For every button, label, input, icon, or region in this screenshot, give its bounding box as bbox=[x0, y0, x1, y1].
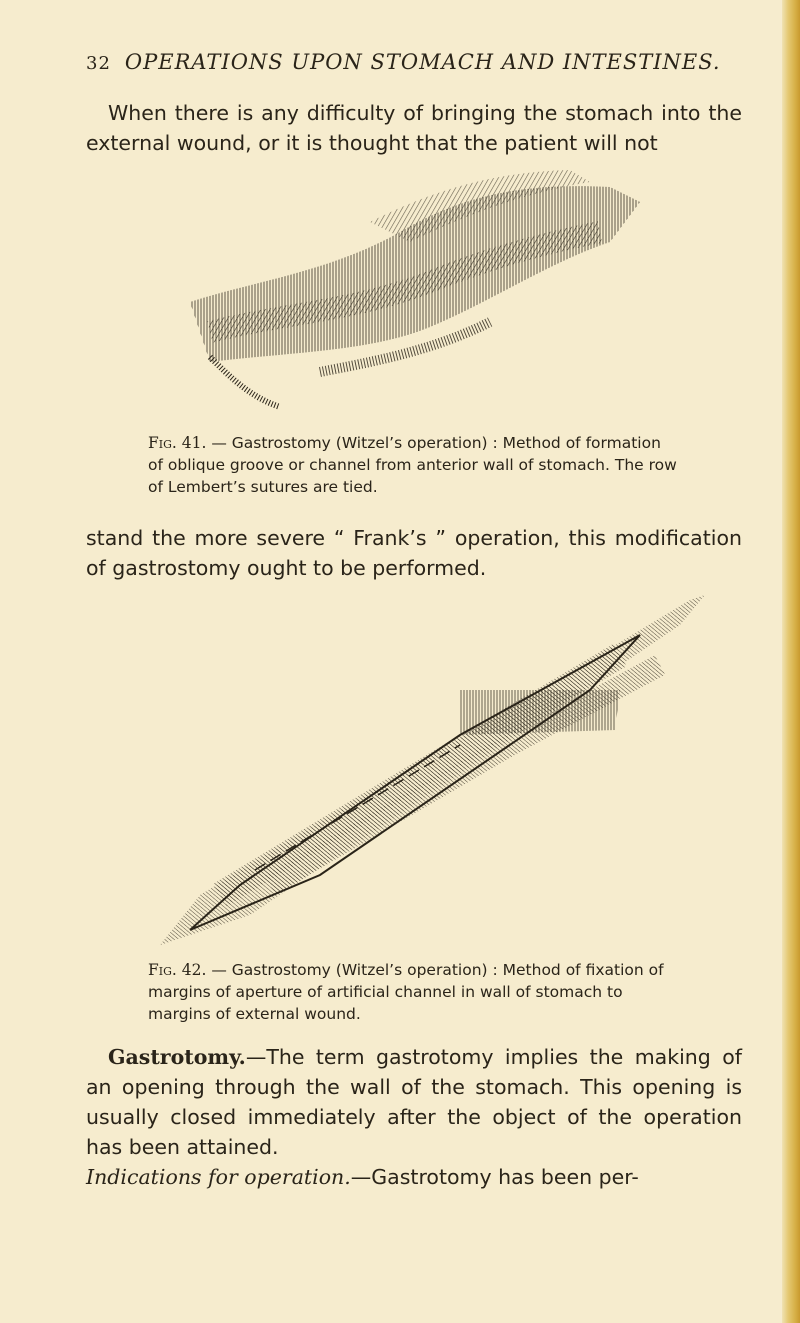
paragraph-3-body: —The term gastrotomy implies the making of an opening through the wall of the stomach. This opening is usually closed immediately after the object of the operation has been attained. bbox=[86, 1045, 742, 1159]
subheading-indications: Indications for operation. bbox=[86, 1165, 351, 1189]
figure-41-label: Fig. 41. bbox=[148, 434, 207, 452]
page-number: 32 bbox=[86, 53, 111, 74]
figure-41-illustration bbox=[170, 162, 660, 412]
running-head bbox=[86, 50, 746, 74]
figure-42-caption bbox=[148, 959, 678, 1025]
paragraph-4-body: —Gastrotomy has been per- bbox=[350, 1165, 639, 1189]
paragraph-1: When there is any difficulty of bringing the stomach into the external wound, or it is thought that the patient will not bbox=[86, 101, 742, 155]
figure-42-caption-text: — Gastrostomy (Witzel’s operation) : Method of fixation of margins of aperture of artificial channel in wall of stomach to margins of external wound. bbox=[148, 961, 664, 1023]
running-head-title: OPERATIONS UPON STOMACH AND INTESTINES. bbox=[124, 50, 721, 74]
figure-42-illustration bbox=[160, 595, 720, 950]
paragraph-2: stand the more severe “ Frank’s ” operation, this modification of gastrostomy ought to be performed. bbox=[86, 526, 742, 580]
section-heading-gastrotomy: Gastrotomy. bbox=[108, 1045, 246, 1069]
figure-41-caption-text: — Gastrostomy (Witzel’s operation) : Method of formation of oblique groove or channel from anterior wall of stomach. The row of Lembert’s sutures are tied. bbox=[148, 434, 677, 496]
page-edge bbox=[782, 0, 800, 1323]
figure-42-label: Fig. 42. bbox=[148, 961, 207, 979]
figure-41-caption bbox=[148, 432, 678, 498]
paragraph-3 bbox=[86, 1042, 742, 1192]
